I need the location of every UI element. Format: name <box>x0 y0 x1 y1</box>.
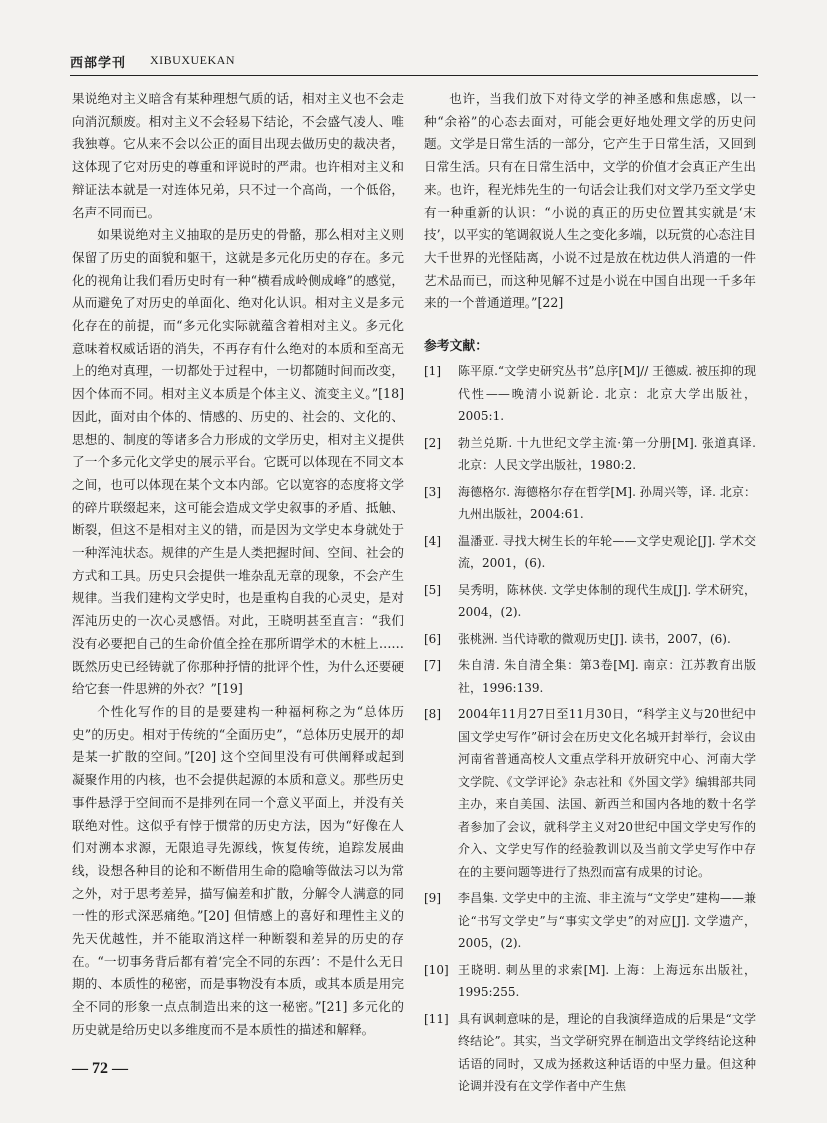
body-paragraph: 也许，当我们放下对待文学的神圣感和焦虑感，以一种“余裕”的心态去面对，可能会更好地处理文学的历史问题。文学是日常生活的一部分，它产生于日常生活，又回到日常生活。只有在日常生活中，文学的价值才会真正产生出来。也许，程光炜先生的一句话会让我们对文学乃至文学史有一种重新的认识：“小说的真正的历史位置其实就是‘末技’，以平实的笔调叙说人生之变化多端，以玩赏的心态注目大千世界的光怪陆离，小说不过是放在枕边供人消遣的一件艺术品而已，而这种见解不过是小说在中国自出现一千多年来的一个普通道理。”[22] <box>424 91 756 311</box>
references-heading: 参考文献： <box>424 339 488 355</box>
reference-item <box>424 628 756 651</box>
reference-text: 吴秀明，陈林侠. 文学史体制的现代生成[J]. 学术研究，2004，(2). <box>458 582 756 620</box>
running-header <box>70 52 758 72</box>
body-paragraph: 个性化写作的目的是要建构一种福柯称之为“总体历史”的历史。相对于传统的“全面历史”，“总体历史展开的却是某一扩散的空间。”[20] 这个空间里没有可供阐释或起到凝聚作用的内核，也不会提供起源的本质和意义。那些历史事件悬浮于空间而不是排列在同一个意义平面上，并没有关联绝对性。这似乎有悖于惯常的历史方法，因为“好像在人们对溯本求源，无限追寻先源线，恢复传统，追踪发展曲线，设想各种目的论和不断借用生命的隐喻等做法习以为常之外，对于思考差异，描写偏差和扩散，分解令人满意的同一性的形式深恶痛绝。”[20] 但情感上的喜好和理性主义的先天优越性，并不能取消这样一种断裂和差异的历史的存在。“一切事务背后都有着‘完全不同的东西’：不是什么无日期的、本质性的秘密，而是事物没有本质，或其本质是用完全不同的形象一点点制造出来的这一秘密。”[21] 多元化的历史就是给历史以多维度而不是本质性的描述和解释。 <box>72 703 404 1037</box>
reference-number: [9] <box>424 891 441 906</box>
reference-number: [3] <box>424 484 441 499</box>
reference-number: [8] <box>424 707 441 722</box>
reference-item <box>424 703 756 883</box>
reference-text: 张桃洲. 当代诗歌的微观历史[J]. 读书，2007，(6). <box>458 631 731 646</box>
reference-number: [1] <box>424 364 441 379</box>
references-list <box>424 360 756 1098</box>
journal-title-cn: 西部学刊 <box>70 56 127 71</box>
body-paragraph: 如果说绝对主义抽取的是历史的骨骼，那么相对主义则保留了历史的面貌和躯干，这就是多元化历史的存在。多元化的视角让我们看历史时有一种“横看成岭侧成峰”的感觉，从而避免了对历史的单面化、绝对化认识。相对主义是多元化存在的前提，而“多元化实际就蕴含着相对主义。多元化意味着权威话语的消失，不再存有什么绝对的本质和至高无上的绝对真理，一切都处于过程中，一切都随时间而改变，因个体而不同。相对主义本质是个体主义、流变主义。”[18] 因此，面对由个体的、情感的、历史的、社会的、文化的、思想的、制度的等诸多合力形成的文学历史，相对主义提供了一个多元化文学史的展示平台。它既可以体现在不同文本之间，也可以体现在某个文本内部。它以宽容的态度将文学的碎片联缀起来，这可能会造成文学史叙事的矛盾、抵触、断裂，但这不是相对主义的错，而是因为文学史本身就处于一种浑沌状态。规律的产生是人类把握时间、空间、社会的方式和工具。历史只会提供一堆杂乱无章的现象，不会产生规律。当我们建构文学史时，也是重构自我的心灵史，是对浑沌历史的一次心灵感悟。对此，王晓明甚至直言：“我们没有必要把自己的生命价值全拴在那所谓学术的木桩上……既然历史已经铸就了你那种抒情的批评个性，为什么还要硬给它套一件思辨的外衣？”[19] <box>72 227 404 697</box>
reference-item <box>424 432 756 477</box>
reference-text: 海德格尔. 海德格尔存在哲学[M]. 孙周兴等，译. 北京：九州出版社，2004:61. <box>458 484 756 522</box>
reference-item <box>424 579 756 624</box>
reference-item <box>424 481 756 526</box>
reference-item <box>424 360 756 428</box>
reference-number: [2] <box>424 435 441 450</box>
reference-text: 李昌集. 文学史中的主流、非主流与“文学史”建构——兼论“书写文学史”与“事实文学史”的对应[J]. 文学遗产，2005，(2). <box>458 891 756 951</box>
reference-number: [11] <box>424 1011 449 1026</box>
reference-number: [6] <box>424 631 441 646</box>
reference-number: [4] <box>424 533 441 548</box>
reference-item <box>424 654 756 699</box>
header-rule <box>70 75 758 76</box>
reference-text: 王晓明. 刺丛里的求索[M]. 上海：上海远东出版社，1995:255. <box>458 962 756 1000</box>
reference-text: 具有讽刺意味的是，理论的自我演绎造成的后果是“文学终结论”。其实，当文学研究界在制造出文学终结论这种话语的同时，又成为拯救这种话语的中坚力量。但这种论调并没有在文学作者中产生焦 <box>458 1011 756 1094</box>
reference-number: [10] <box>424 962 449 977</box>
reference-item <box>424 1008 756 1098</box>
left-column <box>72 88 404 1042</box>
page-number: — 72 — <box>72 1060 128 1077</box>
reference-text: 勃兰兑斯. 十九世纪文学主流·第一分册[M]. 张道真译. 北京：人民文学出版社，1980:2. <box>458 435 756 473</box>
reference-number: [5] <box>424 582 441 597</box>
reference-text: 2004年11月27日至11月30日，“科学主义与20世纪中国文学史写作”研讨会在历史文化名城开封举行，会议由河南省普通高校人文重点学科开放研究中心、河南大学文学院、《文学评论》杂志社和《外国文学》编辑部共同主办，来自美国、法国、新西兰和国内各地的数十名学者参加了会议，就科学主义对20世纪中国文学史写作的介入、文学史写作的经验教训以及当前文学史写作中存在的主要问题等进行了热烈而富有成果的讨论。 <box>458 707 756 879</box>
reference-item <box>424 530 756 575</box>
reference-item <box>424 959 756 1004</box>
journal-title-en: XIBUXUEKAN <box>150 53 235 67</box>
reference-number: [7] <box>424 658 441 673</box>
reference-text: 陈平原.“文学史研究丛书”总序[M]// 王德威. 被压抑的现代性——晚清小说新论. 北京：北京大学出版社，2005:1. <box>458 364 756 424</box>
reference-text: 温潘亚. 寻找大树生长的年轮——文学史观论[J]. 学术交流，2001，(6). <box>458 533 756 571</box>
body-paragraph: 果说绝对主义暗含有某种理想气质的话，相对主义也不会走向消沉颓废。相对主义不会轻易下结论，不会盛气凌人、唯我独尊。它从来不会以公正的面目出现去做历史的裁决者，这体现了它对历史的尊重和评说时的严肃。也许相对主义和辩证法本就是一对连体兄弟，只不过一个高尚，一个低俗，名声不同而已。 <box>72 91 404 220</box>
reference-item <box>424 887 756 955</box>
right-column <box>424 88 756 1102</box>
reference-text: 朱自清. 朱自清全集：第3卷[M]. 南京：江苏教育出版社，1996:139. <box>458 658 756 695</box>
